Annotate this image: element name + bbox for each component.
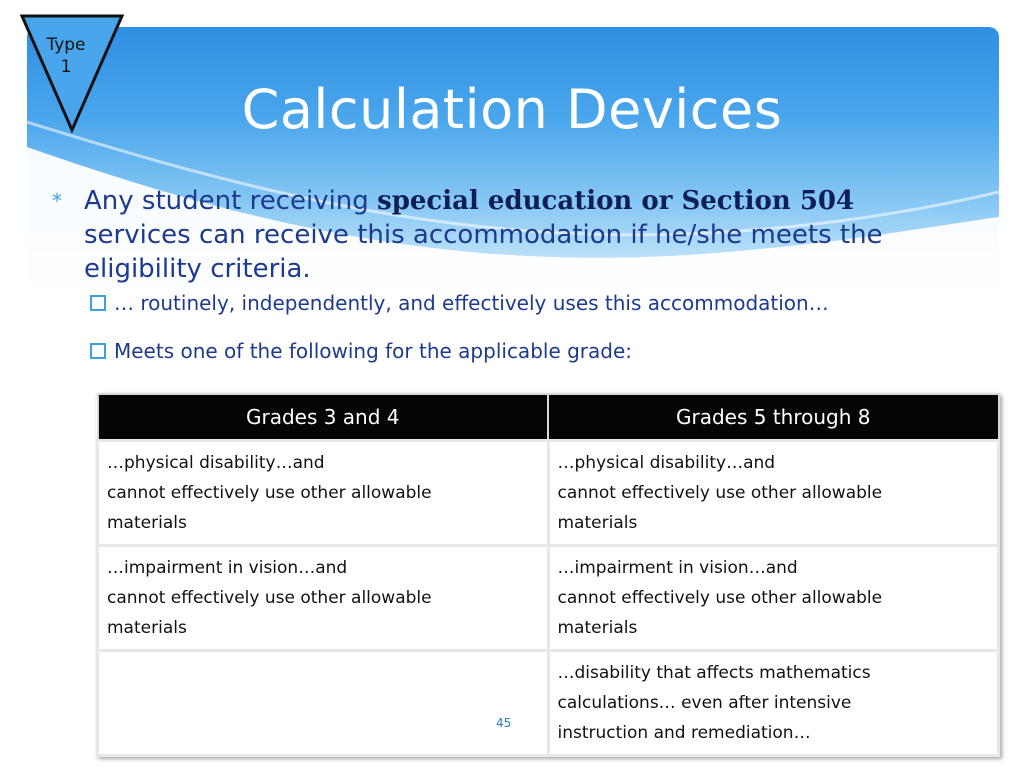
cell-line: instruction and remediation…: [557, 723, 811, 743]
checkbox-bullet-icon: [90, 295, 106, 311]
cell-line: calculations… even after intensive: [557, 693, 852, 713]
page-number: 45: [496, 716, 512, 730]
table-row: [98, 546, 999, 651]
table-cell: [98, 441, 549, 546]
table-cell: [98, 546, 549, 651]
main-bullet-text: [84, 184, 982, 286]
cell-line: materials: [557, 618, 638, 638]
cell-line: …physical disability…and: [107, 453, 325, 473]
table-cell-empty: [98, 651, 549, 756]
main-bullet: [52, 184, 982, 286]
checkbox-bullet-icon: [90, 343, 106, 359]
table-row: [98, 441, 999, 546]
header-grades-3-4: Grades 3 and 4: [98, 394, 549, 441]
sub-bullet-1: [90, 290, 1010, 316]
cell-line: …physical disability…and: [557, 453, 776, 473]
cell-line: …disability that affects mathematics: [557, 663, 871, 683]
sub-bullet-2-text: Meets one of the following for the applicable grade:: [114, 339, 633, 363]
main-bullet-line3: eligibility criteria.: [84, 254, 311, 284]
cell-line: materials: [107, 513, 187, 533]
table-cell: [548, 546, 999, 651]
sub-bullet-1-text: … routinely, independently, and effectively uses this accommodation…: [114, 291, 829, 315]
table-row: [98, 651, 999, 756]
cell-line: …impairment in vision…and: [107, 558, 348, 578]
main-bullet-line2: services can receive this accommodation if he/she meets the: [84, 220, 883, 250]
cell-line: cannot effectively use other allowable: [557, 588, 883, 608]
cell-line: …impairment in vision…and: [557, 558, 798, 578]
table-cell: [548, 651, 999, 756]
table-cell: [548, 441, 999, 546]
asterisk-bullet-icon: *: [52, 189, 62, 213]
grades-table: [96, 393, 1000, 757]
header-grades-5-8: Grades 5 through 8: [548, 394, 999, 441]
main-bullet-prefix: Any student receiving: [84, 186, 378, 216]
cell-line: cannot effectively use other allowable: [557, 483, 883, 503]
main-bullet-highlight: special education or Section 504: [377, 186, 855, 216]
type-badge-line2: 1: [60, 57, 72, 77]
type-badge-label: [20, 34, 112, 78]
cell-line: cannot effectively use other allowable: [107, 588, 432, 608]
type-badge-line1: Type: [46, 35, 86, 55]
cell-line: cannot effectively use other allowable: [107, 483, 432, 503]
cell-line: materials: [107, 618, 187, 638]
slide-title: Calculation Devices: [241, 78, 783, 141]
sub-bullet-2: [90, 338, 1010, 364]
cell-line: materials: [557, 513, 638, 533]
